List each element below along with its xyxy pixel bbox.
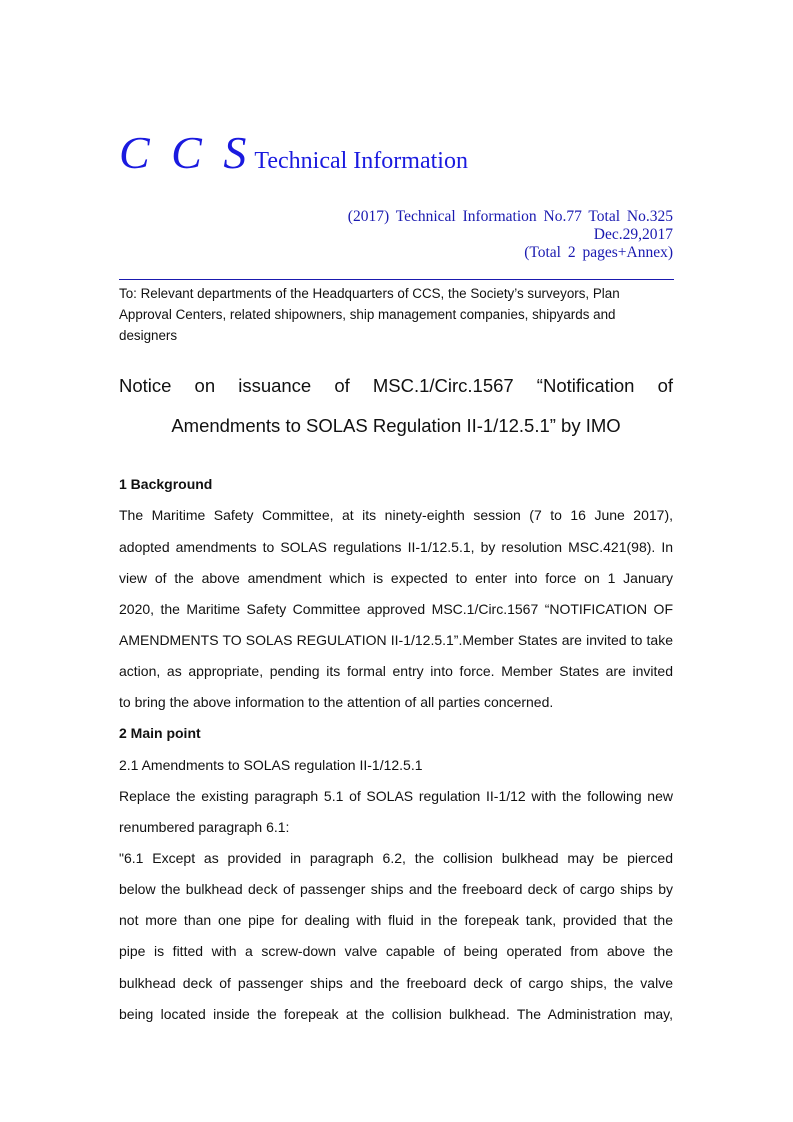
header-divider bbox=[119, 279, 674, 280]
body-text-line: being located inside the forepeak at the collision bulkhead. The Administration may, bbox=[119, 1006, 673, 1022]
body-text-line: The Maritime Safety Committee, at its ninety-eighth session (7 to 16 June 2017), bbox=[119, 507, 673, 523]
body-text-line: adopted amendments to SOLAS regulations II-1/12.5.1, by resolution MSC.421(98). In bbox=[119, 539, 673, 555]
document-date: Dec.29,2017 bbox=[593, 226, 673, 243]
recipients: To: Relevant departments of the Headquarters of CCS, the Society’s surveyors, Plan Approval Centers, related shipowners, ship management companies, shipyards and designers bbox=[119, 286, 620, 343]
body-text-line: pipe is fitted with a screw-down valve capable of being operated from above the bbox=[119, 943, 673, 959]
body-text-line: 2.1 Amendments to SOLAS regulation II-1/12.5.1 bbox=[119, 757, 423, 773]
body-text-line: view of the above amendment which is expected to enter into force on 1 January bbox=[119, 570, 673, 586]
body-text-line: "6.1 Except as provided in paragraph 6.2, the collision bulkhead may be pierced bbox=[119, 850, 673, 866]
body-text-line: renumbered paragraph 6.1: bbox=[119, 819, 290, 835]
notice-title-line-1: Notice on issuance of MSC.1/Circ.1567 “Notification of bbox=[119, 375, 673, 396]
body-text-line: Replace the existing paragraph 5.1 of SOLAS regulation II-1/12 with the following new bbox=[119, 788, 673, 804]
logo-subtitle: Technical Information bbox=[254, 148, 468, 174]
body-text-line: below the bulkhead deck of passenger ships and the freeboard deck of cargo ships by bbox=[119, 881, 673, 897]
reference-number: (2017) Technical Information No.77 Total No.325 bbox=[347, 208, 673, 225]
body-text-line: not more than one pipe for dealing with fluid in the forepeak tank, provided that the bbox=[119, 912, 673, 928]
section-heading: 2 Main point bbox=[119, 725, 201, 741]
body-text-line: 2020, the Maritime Safety Committee approved MSC.1/Circ.1567 “NOTIFICATION OF bbox=[119, 601, 673, 617]
section-heading: 1 Background bbox=[119, 476, 213, 492]
ccs-logo bbox=[119, 126, 468, 179]
logo-text: C C S bbox=[119, 127, 249, 178]
document-meta bbox=[348, 208, 673, 262]
body-text-line: bulkhead deck of passenger ships and the freeboard deck of cargo ships, the valve bbox=[119, 975, 673, 991]
notice-title-line-2: Amendments to SOLAS Regulation II-1/12.5.1” by IMO bbox=[171, 415, 621, 436]
body-text-line: AMENDMENTS TO SOLAS REGULATION II-1/12.5.1”.Member States are invited to take bbox=[119, 632, 673, 648]
page-count: (Total 2 pages+Annex) bbox=[524, 244, 673, 261]
body-text-line: action, as appropriate, pending its formal entry into force. Member States are invited bbox=[119, 663, 673, 679]
body-text-line: to bring the above information to the attention of all parties concerned. bbox=[119, 694, 554, 710]
